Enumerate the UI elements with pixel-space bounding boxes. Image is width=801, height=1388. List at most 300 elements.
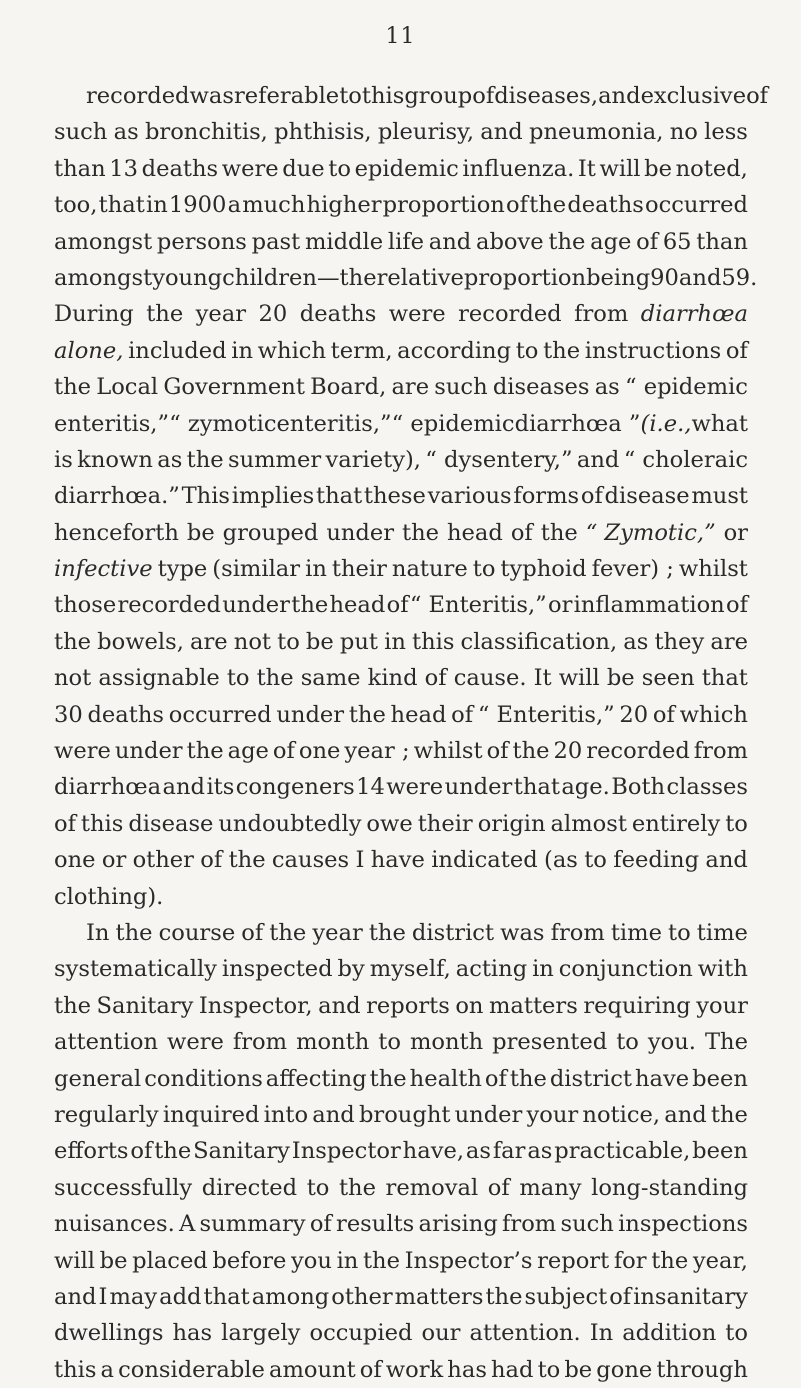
word: Both [611, 774, 666, 801]
word: middle [304, 228, 384, 255]
word: will [54, 1247, 96, 1274]
word: its [206, 774, 235, 801]
text-line [54, 406, 748, 442]
word: report [537, 1247, 610, 1274]
word: too, [54, 192, 98, 219]
word: the [146, 301, 184, 328]
word: to [378, 1029, 401, 1056]
word: of [725, 592, 748, 619]
word: The [704, 1029, 748, 1056]
word: be [564, 1356, 593, 1383]
word: to [328, 155, 351, 182]
word: of [484, 1065, 507, 1092]
word: the [368, 919, 406, 946]
word: from [693, 738, 748, 765]
word: before [212, 1247, 287, 1274]
word: notice, [582, 1101, 661, 1128]
word: and [576, 446, 620, 473]
word: directed [201, 1174, 298, 1201]
word: the [509, 1065, 547, 1092]
word: put [339, 628, 378, 655]
text-line [54, 78, 769, 114]
word: to [515, 337, 539, 364]
word: conjunction [558, 956, 693, 983]
word: Board, [310, 374, 387, 401]
word: year ; [344, 738, 410, 765]
word: undoubtedly [218, 810, 362, 837]
word: your [696, 992, 748, 1019]
word: of [510, 519, 533, 546]
word: under [454, 1101, 523, 1128]
word: inflammation [573, 592, 725, 619]
word: requiring [583, 992, 691, 1019]
word: of [652, 701, 675, 728]
word: deaths [299, 301, 377, 328]
word: of [130, 1138, 153, 1165]
word: of [636, 228, 659, 255]
word: other [331, 1283, 393, 1310]
word: the [269, 919, 307, 946]
word: placed [132, 1247, 208, 1274]
word: 13 [109, 155, 139, 182]
word: same [300, 665, 361, 692]
word: matters [394, 1283, 484, 1310]
word: disease [128, 810, 214, 837]
word: of [472, 83, 495, 109]
word: far [492, 1138, 526, 1165]
word: month [409, 1029, 484, 1056]
word: through [656, 1356, 748, 1383]
word: It [577, 155, 596, 182]
word: “ Enteritis,” [477, 701, 615, 728]
word: this [411, 628, 455, 655]
word: proportion [463, 264, 587, 291]
word: (i.e., [640, 410, 692, 437]
word: I [355, 847, 365, 874]
word: myself, [369, 956, 451, 983]
word: from [232, 1029, 288, 1056]
word: month [296, 1029, 370, 1056]
word: than [696, 228, 748, 255]
word: inspected [221, 956, 333, 983]
word: term, [330, 337, 393, 364]
word: as [527, 1138, 553, 1165]
word: that [203, 1283, 250, 1310]
word: or [547, 592, 573, 619]
word: were [386, 774, 444, 801]
word: type [157, 556, 208, 583]
word: as [113, 119, 139, 146]
word: which [257, 337, 326, 364]
text-line [54, 660, 748, 696]
word: this [80, 810, 124, 837]
word: removal [385, 1174, 479, 1201]
word: inquired [162, 1101, 260, 1128]
word: pleurisy, [377, 119, 475, 146]
word: be [186, 519, 215, 546]
word: and [428, 228, 472, 255]
word: proportion [382, 192, 505, 219]
word: among [251, 1283, 330, 1310]
word: origin [477, 810, 546, 837]
paragraph [54, 915, 748, 1388]
word: dwellings [54, 1320, 164, 1347]
word: recorded [586, 738, 690, 765]
word: long-standing [591, 1174, 748, 1201]
word: into [263, 1101, 309, 1128]
word: your [526, 1101, 579, 1128]
word: the [402, 519, 440, 546]
text-line [54, 1352, 748, 1388]
word: the [348, 701, 386, 728]
text-line [54, 296, 748, 332]
word: bronchitis, [144, 119, 268, 146]
word: and [664, 1101, 707, 1128]
word: recorded [458, 301, 562, 328]
word: have, [402, 1138, 465, 1165]
word: in [336, 1247, 359, 1274]
text-line [54, 1206, 748, 1242]
word: these [363, 483, 426, 510]
word: their [417, 810, 473, 837]
word: and [598, 83, 641, 109]
text-line [54, 478, 748, 514]
word: many [519, 1174, 582, 1201]
word: what [691, 410, 748, 437]
word: in [384, 628, 406, 655]
word: diarrhœa.” [54, 483, 180, 510]
word: whilst [413, 738, 483, 765]
text-line [54, 224, 748, 260]
word: to [584, 847, 607, 874]
word: Sanitary [193, 1138, 290, 1165]
word: one [298, 738, 341, 765]
word: seen [641, 665, 695, 692]
word: classes [666, 774, 748, 801]
word: indicated [431, 847, 538, 874]
word: exclusive [640, 83, 747, 109]
word: brought [358, 1101, 451, 1128]
word: as [157, 446, 183, 473]
word: arising [418, 1211, 498, 1238]
word: 1900 [168, 192, 227, 219]
word: summer [227, 446, 322, 473]
word: variety), [325, 446, 421, 473]
word: occupied [309, 1320, 413, 1347]
word: to [226, 665, 250, 692]
word: and [705, 847, 748, 874]
word: efforts [54, 1138, 129, 1165]
word: one [54, 847, 96, 874]
word: “ epidemic [391, 410, 515, 437]
word: much [242, 192, 306, 219]
word: “ Zymotic,” [585, 519, 716, 546]
word: must [691, 483, 748, 510]
word: those [54, 592, 117, 619]
word: as [623, 628, 649, 655]
word: 90 [650, 264, 679, 291]
word: deaths [567, 192, 644, 219]
page-number: 11 [385, 24, 416, 49]
word: the [543, 337, 581, 364]
word: be [305, 628, 334, 655]
word: the [228, 847, 266, 874]
word: of [200, 847, 223, 874]
word: the [291, 592, 329, 619]
word: a [227, 192, 242, 219]
word: with [697, 956, 748, 983]
text-line [54, 260, 758, 296]
word: of [54, 810, 76, 837]
word: amongst [54, 264, 153, 291]
word: causes [271, 847, 350, 874]
word: to [277, 628, 300, 655]
word: group [404, 83, 473, 109]
word: enteritis,” [276, 410, 392, 437]
text-line [54, 369, 748, 405]
word: addition [622, 1320, 717, 1347]
word: feeding [613, 847, 700, 874]
word: and [480, 119, 523, 146]
text-line [54, 442, 748, 478]
word: the [512, 738, 550, 765]
word: This [181, 483, 231, 510]
word: recorded [117, 592, 221, 619]
word: diarrhœa ” [514, 410, 641, 437]
word: under [276, 701, 345, 728]
word: in [305, 556, 327, 583]
word: phthisis, [274, 119, 372, 146]
word: deaths [141, 155, 219, 182]
text-line [54, 733, 748, 769]
word: as [465, 1138, 491, 1165]
word: kind [367, 665, 418, 692]
word: was [189, 83, 234, 109]
word: grouped [222, 519, 319, 546]
word: influenza. [462, 155, 575, 182]
word: year [312, 919, 363, 946]
word: gone [596, 1356, 653, 1383]
word: such [560, 1211, 614, 1238]
word: considerable [118, 1356, 265, 1383]
word: subject [524, 1283, 608, 1310]
word: enteritis,” [54, 410, 170, 437]
word: clothing). [54, 883, 164, 910]
word: matters [488, 992, 578, 1019]
word: summary [199, 1211, 306, 1238]
text-line [54, 1061, 748, 1097]
word: year, [692, 1247, 748, 1274]
word: and [318, 992, 361, 1019]
word: on [455, 992, 484, 1019]
word: the [710, 1101, 748, 1128]
text-line [54, 551, 748, 587]
text-line [54, 1243, 748, 1279]
word: and [312, 1101, 355, 1128]
word: conditions [144, 1065, 263, 1092]
word: was [500, 919, 545, 946]
word: to [537, 1356, 561, 1383]
word: epidemic [354, 155, 459, 182]
word: bowels, [97, 628, 184, 655]
word: our [421, 1320, 461, 1347]
word: have [634, 1065, 690, 1092]
word: diarrhœa [54, 774, 162, 801]
word: implies [231, 483, 315, 510]
word: 14 [356, 774, 385, 801]
word: instructions [584, 337, 722, 364]
word: known [77, 446, 153, 473]
word: were [167, 1029, 224, 1056]
word: diarrhœa [640, 301, 748, 328]
word: has [172, 1320, 213, 1347]
word: Inspector’s [404, 1247, 533, 1274]
word: “ choleraic [623, 446, 748, 473]
word: the [540, 519, 578, 546]
text-line [54, 587, 748, 623]
word: classification, [460, 628, 618, 655]
word: affecting [265, 1065, 367, 1092]
word: and [678, 264, 722, 291]
word: of [725, 337, 748, 364]
word: successfully [54, 1174, 193, 1201]
word: head [329, 592, 386, 619]
word: of [359, 1356, 382, 1383]
word: district [411, 919, 495, 946]
word: the [186, 446, 224, 473]
word: relative [376, 264, 464, 291]
word: the [485, 1283, 523, 1310]
word: under [444, 774, 513, 801]
word: of [580, 483, 603, 510]
word: in [532, 956, 554, 983]
word: 20 [553, 738, 583, 765]
word: children—the [222, 264, 377, 291]
word: and [162, 774, 206, 801]
word: health [409, 1065, 482, 1092]
word: you [291, 1247, 332, 1274]
word: “ Enteritis,” [409, 592, 547, 619]
word: under [326, 519, 395, 546]
word: regularly [54, 1101, 159, 1128]
text-line [54, 1279, 748, 1315]
word: to [725, 1320, 748, 1347]
word: by [337, 956, 365, 983]
word: as [594, 374, 620, 401]
word: diseases [492, 374, 590, 401]
word: such [434, 374, 488, 401]
word: recorded [86, 83, 190, 109]
text-line [54, 333, 748, 369]
text-line [54, 1170, 748, 1206]
word: according [397, 337, 512, 364]
word: past [251, 228, 301, 255]
word: head [390, 701, 447, 728]
word: in [145, 192, 168, 219]
word: course [158, 919, 236, 946]
word: of [272, 738, 295, 765]
word: will [599, 155, 641, 182]
word: to [668, 919, 691, 946]
body-text [54, 78, 769, 1388]
word: to [306, 1174, 330, 1201]
word: “ epidemic [624, 374, 748, 401]
word: life [387, 228, 425, 255]
word: fever) ; [591, 556, 674, 583]
word: that [701, 665, 748, 692]
text-line [54, 697, 748, 733]
word: and [54, 1283, 97, 1310]
word: Inspector, [198, 992, 313, 1019]
word: insanitary [633, 1283, 748, 1310]
word: (similar [212, 556, 301, 583]
word: acting [455, 956, 528, 983]
word: reports [366, 992, 450, 1019]
word: from [502, 1211, 557, 1238]
word: been [692, 1138, 748, 1165]
word: to [725, 810, 748, 837]
word: alone, [54, 337, 124, 364]
word: the [362, 1247, 400, 1274]
word: It [533, 665, 552, 692]
word: head [447, 519, 503, 546]
word: is [54, 446, 73, 473]
word: age [590, 228, 632, 255]
word: amongst [54, 228, 153, 255]
word: under [222, 592, 290, 619]
text-line [54, 1133, 748, 1169]
text-line [54, 842, 748, 878]
text-line [54, 806, 748, 842]
word: other [132, 847, 194, 874]
word: to [616, 1029, 639, 1056]
word: “ dysentery,” [425, 446, 573, 473]
word: 20 [258, 301, 288, 328]
word: the [529, 192, 567, 219]
word: the [548, 228, 586, 255]
word: of [241, 919, 264, 946]
word: being [586, 264, 651, 291]
word: A [178, 1211, 196, 1238]
word: that [98, 192, 145, 219]
word: has [447, 1356, 487, 1383]
word: inspections [618, 1211, 748, 1238]
word: due [282, 155, 325, 182]
word: have [370, 847, 425, 874]
word: During [54, 301, 134, 328]
word: may [109, 1283, 158, 1310]
word: nuisances. [54, 1211, 175, 1238]
word: systematically [54, 956, 217, 983]
word: attention. [469, 1320, 581, 1347]
word: been [692, 1065, 748, 1092]
word: or [723, 519, 748, 546]
word: the [54, 992, 92, 1019]
word: included [128, 337, 227, 364]
word: cause. [453, 665, 527, 692]
text-line [54, 1024, 748, 1060]
word: noted, [675, 155, 748, 182]
word: to [472, 556, 496, 583]
word: young [152, 264, 223, 291]
text-line [54, 879, 748, 915]
word: not [233, 628, 272, 655]
word: this [54, 1356, 97, 1383]
word: are [190, 628, 228, 655]
text-line [54, 151, 748, 187]
word: less [704, 119, 748, 146]
word: which [679, 701, 748, 728]
